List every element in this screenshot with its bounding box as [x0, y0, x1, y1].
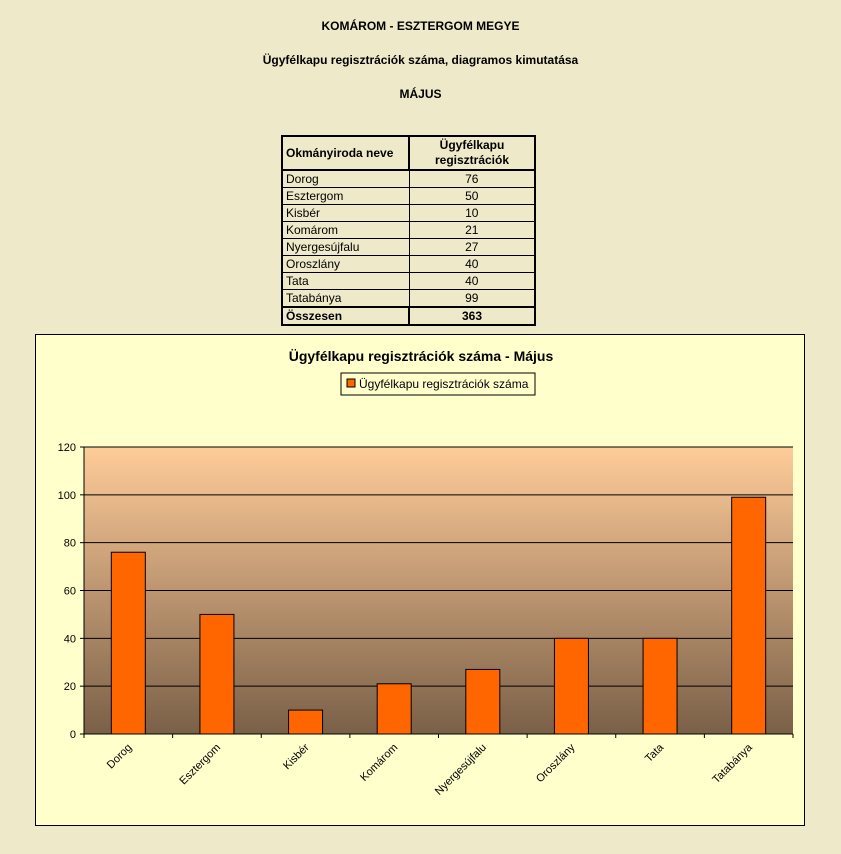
registrations-cell: 40 [409, 273, 535, 290]
table-row [282, 222, 535, 239]
y-tick-label: 80 [63, 537, 76, 550]
y-tick-label: 120 [57, 442, 76, 454]
y-tick-label: 60 [63, 585, 76, 598]
x-tick-label: Tata [642, 741, 667, 765]
chart-title: Ügyfélkapu regisztrációk száma - Május [288, 348, 554, 364]
bar [377, 684, 411, 734]
summary-table [281, 135, 536, 326]
col-office-header: Okmányiroda neve [282, 136, 409, 170]
col-registrations-header-line1: Ügyfélkapu [439, 138, 505, 152]
y-tick-label: 100 [57, 489, 76, 502]
registrations-cell: 21 [409, 222, 535, 239]
table-row [282, 256, 535, 273]
x-tick-label: Komárom [358, 741, 401, 784]
month-title: MÁJUS [399, 87, 442, 101]
office-name-cell: Tatabánya [282, 290, 409, 308]
x-tick-label: Dorog [104, 741, 135, 772]
table-row [282, 290, 535, 308]
plot-area [58, 442, 793, 798]
chart-area [35, 334, 805, 826]
report-subtitle: Ügyfélkapu regisztrációk száma, diagramos kimutatása [262, 53, 579, 67]
col-registrations-header-line2: regisztrációk [434, 153, 510, 167]
bar-chart [36, 335, 806, 827]
table-row [282, 170, 535, 188]
office-name-cell: Nyergesújfalu [282, 239, 409, 256]
table-header-row [282, 136, 535, 170]
bar [554, 638, 588, 734]
registrations-cell: 40 [409, 256, 535, 273]
table-row [282, 188, 535, 205]
x-tick-label: Kisbér [281, 741, 312, 773]
x-tick-label: Esztergom [177, 741, 224, 788]
total-label: Összesen [282, 307, 409, 325]
y-tick-label: 0 [69, 729, 76, 741]
x-tick-label: Tatabánya [710, 741, 755, 787]
col-registrations-header [409, 136, 535, 170]
legend-label: Ügyfélkapu regisztrációk száma [359, 377, 529, 391]
office-name-cell: Dorog [282, 170, 409, 188]
bar [643, 638, 677, 734]
x-tick-label: Nyergesújfalu [432, 741, 489, 798]
bar [732, 497, 766, 734]
y-tick-label: 20 [63, 681, 76, 694]
table-row [282, 273, 535, 290]
legend [341, 373, 535, 395]
bar [111, 552, 145, 734]
office-name-cell: Tata [282, 273, 409, 290]
registrations-cell: 76 [409, 170, 535, 188]
office-name-cell: Oroszlány [282, 256, 409, 273]
bar [466, 669, 500, 734]
total-row [282, 307, 535, 325]
bar [200, 614, 234, 734]
bar [289, 710, 323, 734]
x-tick-label: Oroszlány [534, 741, 578, 786]
registrations-cell: 10 [409, 205, 535, 222]
office-name-cell: Kisbér [282, 205, 409, 222]
office-name-cell: Esztergom [282, 188, 409, 205]
table-row [282, 205, 535, 222]
legend-swatch [347, 379, 355, 387]
registrations-cell: 27 [409, 239, 535, 256]
registrations-cell: 50 [409, 188, 535, 205]
y-tick-label: 40 [63, 633, 76, 646]
county-title: KOMÁROM - ESZTERGOM MEGYE [321, 19, 520, 33]
registrations-cell: 99 [409, 290, 535, 308]
total-value: 363 [409, 307, 535, 325]
table-row [282, 239, 535, 256]
office-name-cell: Komárom [282, 222, 409, 239]
